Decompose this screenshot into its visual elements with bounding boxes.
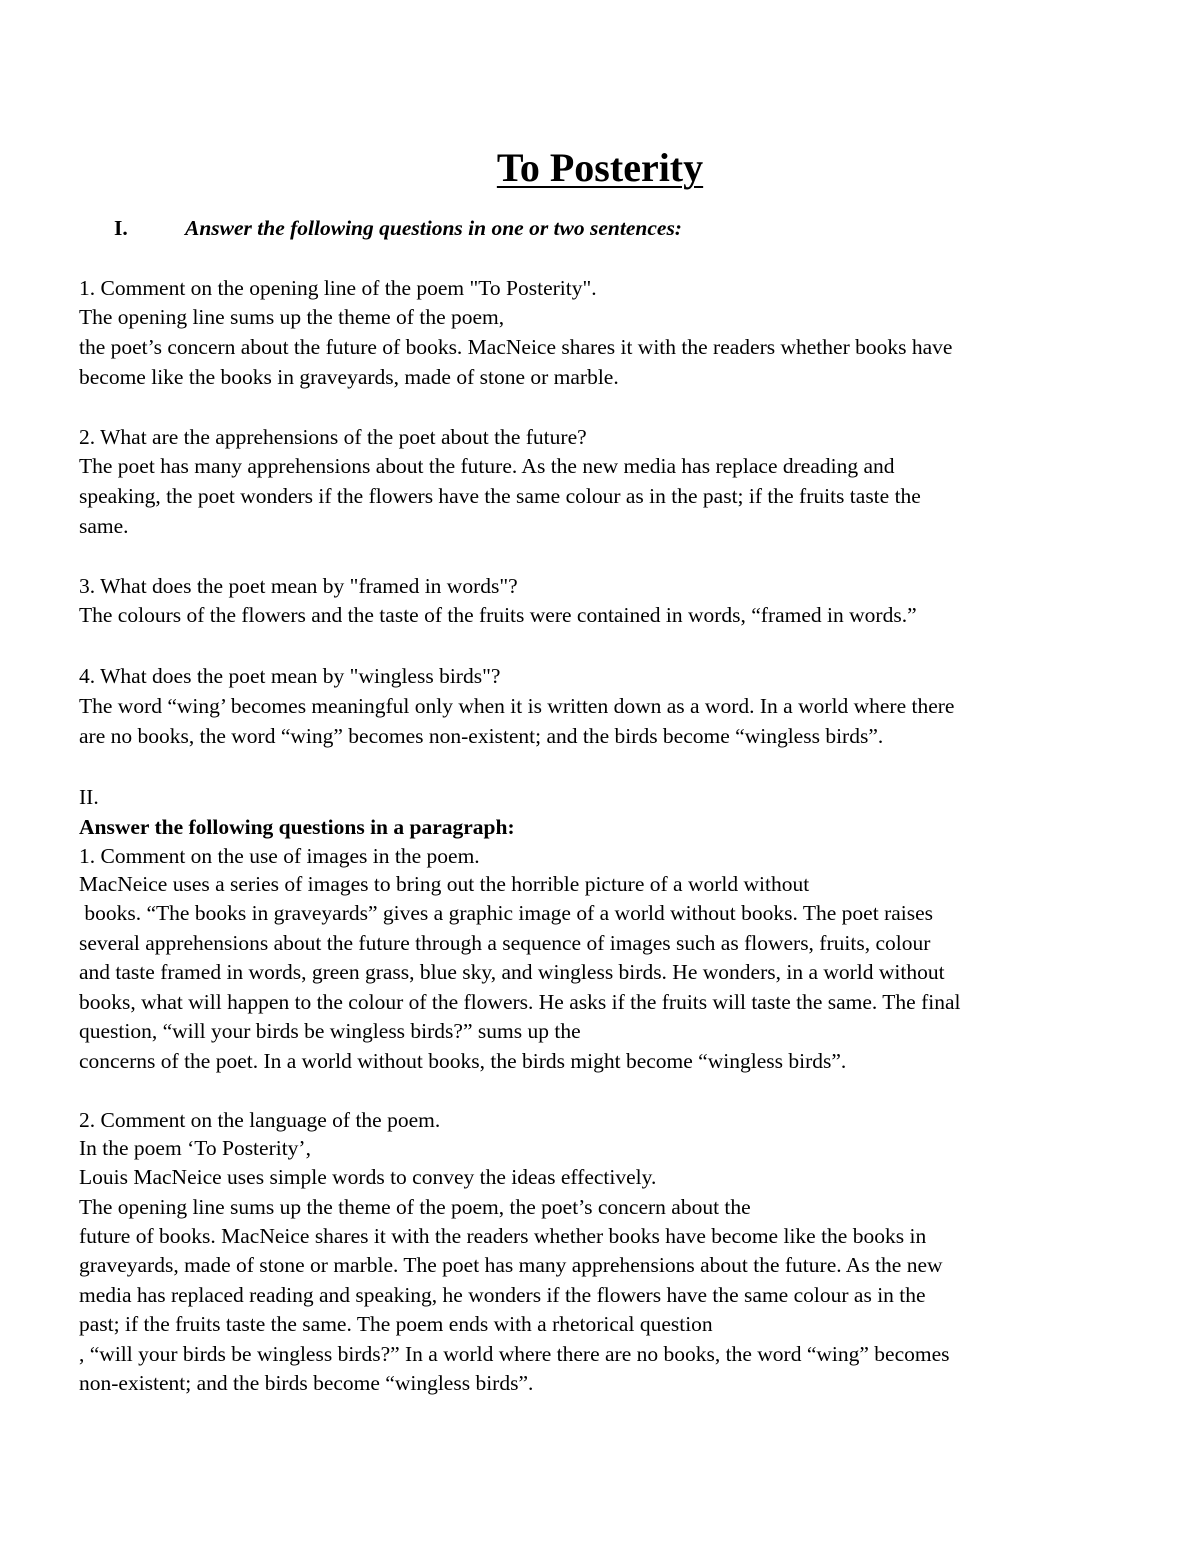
page-title: To Posterity bbox=[496, 145, 704, 190]
section-1-heading bbox=[114, 213, 682, 243]
section-2-number: II. bbox=[79, 785, 99, 809]
section-2-heading: Answer the following questions in a paragraph: bbox=[79, 815, 515, 839]
answer-2-1-line: MacNeice uses a series of images to bring out the horrible picture of a world without bbox=[79, 872, 810, 896]
answer-1-2-line: The poet has many apprehensions about the future. As the new media has replace dreading and bbox=[79, 454, 895, 478]
answer-1-1-line: The opening line sums up the theme of the poem, bbox=[79, 305, 505, 329]
answer-2-1-line: concerns of the poet. In a world without books, the birds might become “wingless birds”. bbox=[79, 1049, 847, 1073]
answer-2-2-line: Louis MacNeice uses simple words to convey the ideas effectively. bbox=[79, 1165, 657, 1189]
answer-2-1-line: books. “The books in graveyards” gives a graphic image of a world without books. The poet raises bbox=[79, 901, 934, 925]
answer-2-1-line: books, what will happen to the colour of the flowers. He asks if the fruits will taste the same. The final bbox=[79, 990, 961, 1014]
question-2-1: 1. Comment on the use of images in the poem. bbox=[79, 844, 480, 868]
answer-2-2-line: non-existent; and the birds become “wingless birds”. bbox=[79, 1371, 534, 1395]
answer-2-2-line: The opening line sums up the theme of the poem, the poet’s concern about the bbox=[79, 1195, 751, 1219]
answer-1-2-line: same. bbox=[79, 514, 129, 538]
answer-2-2-line: future of books. MacNeice shares it with the readers whether books have become like the books in bbox=[79, 1224, 927, 1248]
answer-2-2-line: In the poem ‘To Posterity’, bbox=[79, 1136, 311, 1160]
answer-2-1-line: several apprehensions about the future through a sequence of images such as flowers, fruits, colour bbox=[79, 931, 931, 955]
answer-1-1-line: become like the books in graveyards, made of stone or marble. bbox=[79, 365, 619, 389]
question-1-2: 2. What are the apprehensions of the poet about the future? bbox=[79, 425, 587, 449]
question-1-1: 1. Comment on the opening line of the poem "To Posterity". bbox=[79, 276, 597, 300]
answer-1-1-line: the poet’s concern about the future of books. MacNeice shares it with the readers whether books have bbox=[79, 335, 953, 359]
answer-1-4-line: are no books, the word “wing” becomes non-existent; and the birds become “wingless birds”. bbox=[79, 724, 884, 748]
answer-2-2-line: graveyards, made of stone or marble. The poet has many apprehensions about the future. As the new bbox=[79, 1253, 943, 1277]
answer-2-1-line: question, “will your birds be wingless birds?” sums up the bbox=[79, 1019, 581, 1043]
question-1-4: 4. What does the poet mean by "wingless birds"? bbox=[79, 664, 501, 688]
section-1-instruction: Answer the following questions in one or two sentences: bbox=[185, 216, 682, 240]
answer-1-3-line: The colours of the flowers and the taste of the fruits were contained in words, “framed in words.” bbox=[79, 603, 917, 627]
answer-1-2-line: speaking, the poet wonders if the flowers have the same colour as in the past; if the fruits taste the bbox=[79, 484, 921, 508]
answer-2-2-line: past; if the fruits taste the same. The poem ends with a rhetorical question bbox=[79, 1312, 713, 1336]
answer-2-2-line: , “will your birds be wingless birds?” In a world where there are no books, the word “wing” becomes bbox=[79, 1342, 950, 1366]
answer-2-1-line: and taste framed in words, green grass, blue sky, and wingless birds. He wonders, in a world without bbox=[79, 960, 945, 984]
question-2-2: 2. Comment on the language of the poem. bbox=[79, 1108, 441, 1132]
section-1-number: I. bbox=[114, 216, 128, 240]
answer-1-4-line: The word “wing’ becomes meaningful only when it is written down as a word. In a world where there bbox=[79, 694, 955, 718]
answer-2-2-line: media has replaced reading and speaking, he wonders if the flowers have the same colour as in the bbox=[79, 1283, 926, 1307]
question-1-3: 3. What does the poet mean by "framed in words"? bbox=[79, 574, 518, 598]
